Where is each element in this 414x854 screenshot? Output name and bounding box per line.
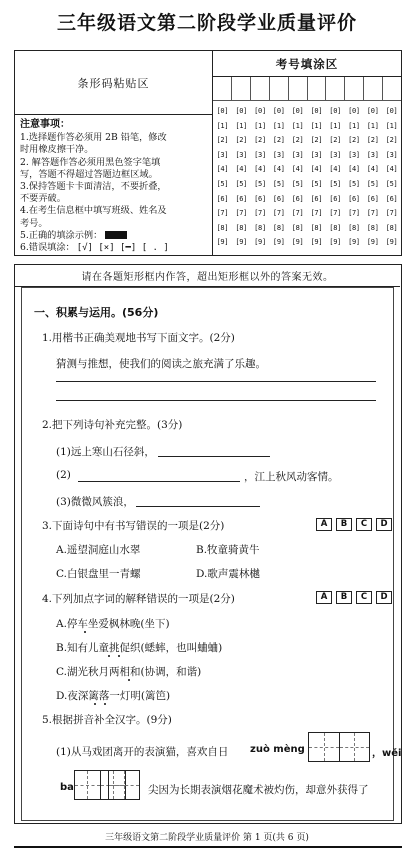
- emphasis-dot: [84, 631, 86, 633]
- exam-digit-bubble[interactable]: [9]: [291, 238, 304, 247]
- wrong-fill-example: [20, 242, 207, 254]
- exam-digit-bubble[interactable]: [3]: [385, 150, 398, 159]
- exam-digit-box[interactable]: [326, 77, 345, 100]
- exam-digit-bubble[interactable]: [5]: [329, 179, 342, 188]
- exam-digit-bubble[interactable]: [0]: [329, 107, 342, 115]
- exam-digit-box[interactable]: [383, 77, 401, 100]
- exam-digit-bubble[interactable]: [8]: [235, 223, 248, 232]
- exam-digit-bubble[interactable]: [9]: [385, 238, 398, 247]
- exam-digit-bubble[interactable]: [1]: [366, 121, 379, 130]
- notes-line: 考号。: [20, 217, 48, 229]
- exam-digit-bubble[interactable]: [6]: [310, 194, 323, 203]
- exam-digit-bubble[interactable]: [0]: [291, 107, 304, 115]
- notes-panel: [15, 115, 213, 256]
- exam-digit-bubble[interactable]: [8]: [348, 223, 360, 232]
- exam-digit-column: [326, 104, 345, 250]
- exam-digit-bubble[interactable]: [1]: [291, 121, 304, 130]
- exam-digit-box[interactable]: [232, 77, 251, 100]
- q2-line1: (1)远上寒山石径斜，: [56, 446, 155, 458]
- exam-digit-bubble[interactable]: [6]: [385, 194, 398, 203]
- exam-number-label: 考号填涂区: [213, 51, 401, 77]
- exam-digit-bubble[interactable]: [7]: [272, 209, 285, 218]
- exam-digit-column: [382, 104, 401, 250]
- q1-answer-line[interactable]: [56, 381, 376, 382]
- q3-option-d: D.歌声震林樾: [196, 568, 260, 580]
- exam-digit-bubble[interactable]: [1]: [272, 121, 285, 130]
- q4-option-a-box[interactable]: A: [316, 591, 332, 604]
- exam-digit-bubble[interactable]: [4]: [291, 165, 304, 174]
- exam-number-write-boxes: [213, 77, 401, 101]
- exam-digit-bubble[interactable]: [6]: [254, 194, 266, 203]
- exam-digit-bubble[interactable]: [7]: [235, 209, 248, 218]
- q3-option-c-box[interactable]: C: [356, 518, 372, 531]
- notes-line: 2. 解答题作答必须用黑色签字笔填: [20, 156, 161, 168]
- footer-rule: [14, 846, 402, 848]
- exam-digit-bubble[interactable]: [2]: [310, 136, 323, 145]
- q5-pinyin-3: ba: [60, 782, 74, 793]
- exam-digit-bubble[interactable]: [5]: [272, 179, 285, 188]
- q3-title: 3.下面诗句中有书写错误的一项是(2分): [42, 520, 225, 532]
- exam-digit-bubble[interactable]: [0]: [235, 107, 248, 115]
- exam-digit-box[interactable]: [213, 77, 232, 100]
- exam-digit-bubble[interactable]: [7]: [291, 209, 304, 218]
- exam-digit-bubble[interactable]: [2]: [254, 136, 266, 145]
- q4-option-c: C.湖光秋月两相和(协调，和谐): [56, 666, 202, 678]
- exam-digit-bubble[interactable]: [4]: [348, 165, 360, 174]
- exam-digit-box[interactable]: [251, 77, 270, 100]
- exam-digit-bubble[interactable]: [5]: [366, 179, 379, 188]
- exam-digit-bubble[interactable]: [0]: [310, 107, 323, 115]
- q3-option-d-box[interactable]: D: [376, 518, 392, 531]
- exam-digit-bubble[interactable]: [2]: [348, 136, 360, 145]
- notes-heading: 注意事项：: [20, 119, 70, 130]
- exam-digit-bubble[interactable]: [7]: [329, 209, 342, 218]
- q3-answer-boxes: [316, 518, 396, 531]
- q4-option-b: B.知有儿童挑促织(蟋蟀，也叫蛐蛐): [56, 642, 223, 654]
- exam-digit-bubble[interactable]: [9]: [235, 238, 248, 247]
- exam-digit-bubble[interactable]: [0]: [366, 107, 379, 115]
- exam-digit-bubble[interactable]: [6]: [216, 194, 229, 203]
- exam-digit-bubble[interactable]: [8]: [310, 223, 323, 232]
- exam-digit-bubble[interactable]: [0]: [348, 107, 360, 115]
- wrong-fill-marks: [√] [×] [━] [ . ]: [76, 243, 169, 254]
- filled-box-icon: [105, 231, 127, 239]
- emphasis-dot: [108, 655, 110, 657]
- exam-digit-column: [288, 104, 307, 250]
- q5-title: 5.根据拼音补全汉字。(9分): [42, 714, 172, 726]
- exam-digit-bubble[interactable]: [8]: [216, 223, 229, 232]
- exam-digit-column: [251, 104, 270, 250]
- emphasis-dot: [118, 655, 120, 657]
- exam-digit-bubble[interactable]: [5]: [291, 179, 304, 188]
- correct-fill-example: [20, 230, 207, 242]
- q2-blank-2[interactable]: [78, 481, 240, 482]
- exam-digit-bubble[interactable]: [9]: [366, 238, 379, 247]
- exam-digit-bubble[interactable]: [2]: [329, 136, 342, 145]
- exam-digit-bubble[interactable]: [3]: [272, 150, 285, 159]
- exam-digit-bubble[interactable]: [7]: [385, 209, 398, 218]
- exam-digit-bubble[interactable]: [4]: [310, 165, 323, 174]
- notes-line: 时用橡皮擦干净。: [20, 144, 94, 156]
- q4-title: 4.下列加点字词的解释错误的一项是(2分): [42, 593, 235, 605]
- exam-digit-bubble[interactable]: [9]: [310, 238, 323, 247]
- exam-digit-bubble[interactable]: [4]: [329, 165, 342, 174]
- notes-line: 1.选择题作答必须用 2B 铅笔，修改: [20, 132, 167, 144]
- exam-digit-bubble[interactable]: [6]: [291, 194, 304, 203]
- notes-line: 不要弄破。: [20, 193, 66, 205]
- exam-digit-bubble[interactable]: [2]: [272, 136, 285, 145]
- exam-digit-bubble[interactable]: [7]: [366, 209, 379, 218]
- exam-digit-bubble[interactable]: [9]: [254, 238, 266, 247]
- emphasis-dot: [104, 703, 106, 705]
- emphasis-dot: [128, 679, 130, 681]
- q5-text-2: 尖因为长期表演烟花魔术被灼伤，却意外获得了: [148, 784, 369, 796]
- q1-text: 猜测与推想，使我们的阅读之旅充满了乐趣。: [56, 358, 266, 370]
- exam-digit-bubble[interactable]: [4]: [254, 165, 266, 174]
- exam-digit-bubble[interactable]: [8]: [254, 223, 266, 232]
- exam-digit-bubble[interactable]: [2]: [385, 136, 398, 145]
- exam-digit-bubble[interactable]: [4]: [216, 165, 229, 174]
- exam-digit-bubble[interactable]: [1]: [310, 121, 323, 130]
- exam-digit-bubble[interactable]: [3]: [329, 150, 342, 159]
- notes-line: 3.保持答题卡卡面清洁，不要折叠，: [20, 181, 167, 193]
- q2-blank-3[interactable]: [136, 506, 260, 507]
- exam-digit-bubble[interactable]: [2]: [291, 136, 304, 145]
- wrong-fill-label: 6.错误填涂：: [20, 242, 75, 254]
- q2-line3: (3)微微风簇浪，: [56, 496, 134, 508]
- exam-digit-bubble[interactable]: [9]: [272, 238, 285, 247]
- exam-digit-bubble[interactable]: [5]: [348, 179, 360, 188]
- exam-digit-bubble[interactable]: [3]: [254, 150, 266, 159]
- emphasis-dot: [94, 703, 96, 705]
- exam-digit-bubble[interactable]: [9]: [329, 238, 342, 247]
- q3-option-a-box[interactable]: A: [316, 518, 332, 531]
- exam-digit-bubble[interactable]: [9]: [348, 238, 360, 247]
- exam-digit-bubble[interactable]: [1]: [235, 121, 248, 130]
- exam-digit-bubble[interactable]: [2]: [216, 136, 229, 145]
- exam-digit-bubble[interactable]: [3]: [310, 150, 323, 159]
- exam-digit-bubble[interactable]: [6]: [366, 194, 379, 203]
- q4-answer-boxes: [316, 591, 396, 604]
- exam-digit-bubble[interactable]: [6]: [348, 194, 360, 203]
- barcode-area: 条形码粘贴区: [15, 51, 213, 115]
- q2-line2-suffix: ，江上秋风动客情。: [244, 471, 339, 483]
- q4-option-d-box[interactable]: D: [376, 591, 392, 604]
- exam-digit-bubble[interactable]: [5]: [310, 179, 323, 188]
- exam-digit-column: [213, 104, 232, 250]
- q5-pinyin-2: ，wěi: [372, 748, 402, 759]
- exam-digit-column: [345, 104, 364, 250]
- q1-title: 1.用楷书正确美观地书写下面文字。(2分): [42, 332, 235, 344]
- exam-digit-bubble[interactable]: [3]: [366, 150, 379, 159]
- exam-digit-bubble[interactable]: [3]: [348, 150, 360, 159]
- q5-writing-grid-3[interactable]: [108, 770, 140, 800]
- exam-digit-bubble[interactable]: [8]: [366, 223, 379, 232]
- exam-digit-bubble[interactable]: [1]: [254, 121, 266, 130]
- instruction-text: 请在各题矩形框内作答，超出矩形框以外的答案无效。: [15, 265, 400, 287]
- exam-digit-bubble[interactable]: [1]: [348, 121, 360, 130]
- exam-digit-bubble[interactable]: [8]: [291, 223, 304, 232]
- exam-digit-bubble[interactable]: [9]: [216, 238, 229, 247]
- exam-digit-bubble[interactable]: [2]: [235, 136, 248, 145]
- exam-digit-bubble[interactable]: [8]: [329, 223, 342, 232]
- exam-digit-bubble[interactable]: [5]: [385, 179, 398, 188]
- exam-digit-bubble[interactable]: [7]: [216, 209, 229, 218]
- exam-digit-column: [307, 104, 326, 250]
- q2-line2-prefix: (2): [56, 469, 71, 481]
- exam-digit-bubble[interactable]: [8]: [272, 223, 285, 232]
- answer-area: [14, 264, 402, 824]
- q5-pinyin-1: zuò mèng: [250, 744, 305, 755]
- exam-digit-bubble[interactable]: [5]: [254, 179, 266, 188]
- exam-digit-bubble[interactable]: [6]: [272, 194, 285, 203]
- q1-answer-line[interactable]: [56, 400, 376, 401]
- q3-option-b-box[interactable]: B: [336, 518, 352, 531]
- section-title: 一、积累与运用。(56分): [34, 306, 159, 319]
- q4-option-d: D.夜深篱落一灯明(篱笆): [56, 690, 171, 702]
- q4-option-c-box[interactable]: C: [356, 591, 372, 604]
- exam-digit-bubble[interactable]: [4]: [366, 165, 379, 174]
- exam-digit-bubbles: [213, 101, 401, 250]
- exam-digit-bubble[interactable]: [1]: [329, 121, 342, 130]
- correct-fill-label: 5.正确的填涂示例：: [20, 229, 103, 241]
- exam-digit-bubble[interactable]: [3]: [216, 150, 229, 159]
- exam-digit-bubble[interactable]: [1]: [385, 121, 398, 130]
- exam-digit-bubble[interactable]: [7]: [310, 209, 323, 218]
- exam-digit-bubble[interactable]: [0]: [254, 107, 266, 115]
- exam-digit-bubble[interactable]: [6]: [329, 194, 342, 203]
- exam-digit-bubble[interactable]: [6]: [235, 194, 248, 203]
- notes-line: 写，答题不得超过答题边框区域。: [20, 168, 158, 180]
- exam-title: 三年级语文第二阶段学业质量评价: [56, 12, 357, 34]
- q2-blank-1[interactable]: [158, 456, 270, 457]
- exam-digit-bubble[interactable]: [0]: [385, 107, 398, 115]
- exam-digit-bubble[interactable]: [5]: [235, 179, 248, 188]
- q4-option-b-box[interactable]: B: [336, 591, 352, 604]
- exam-digit-box[interactable]: [289, 77, 308, 100]
- exam-digit-column: [363, 104, 382, 250]
- exam-digit-bubble[interactable]: [3]: [235, 150, 248, 159]
- exam-digit-bubble[interactable]: [5]: [216, 179, 229, 188]
- question-box: [21, 287, 402, 821]
- exam-digit-bubble[interactable]: [4]: [272, 165, 285, 174]
- exam-digit-bubble[interactable]: [7]: [254, 209, 266, 218]
- q2-title: 2.把下列诗句补充完整。(3分): [42, 419, 183, 431]
- q3-option-a: A.遥望洞庭山水翠: [56, 544, 141, 556]
- exam-digit-box[interactable]: [308, 77, 327, 100]
- exam-digit-box[interactable]: [345, 77, 364, 100]
- q3-option-b: B.牧童骑黄牛: [196, 544, 260, 556]
- exam-digit-column: [232, 104, 251, 250]
- notes-line: 4.在考生信息框中填写班级、姓名及: [20, 205, 167, 217]
- exam-digit-bubble[interactable]: [2]: [366, 136, 379, 145]
- exam-digit-bubble[interactable]: [1]: [216, 121, 229, 130]
- exam-digit-bubble[interactable]: [0]: [216, 107, 229, 115]
- exam-digit-bubble[interactable]: [0]: [272, 107, 285, 115]
- exam-digit-bubble[interactable]: [4]: [235, 165, 248, 174]
- exam-digit-box[interactable]: [364, 77, 383, 100]
- exam-digit-bubble[interactable]: [3]: [291, 150, 304, 159]
- exam-digit-bubble[interactable]: [7]: [348, 209, 360, 218]
- exam-digit-bubble[interactable]: [4]: [385, 165, 398, 174]
- q4-option-a: A.停车坐爱枫林晚(坐下): [56, 618, 170, 630]
- q5-text-1: (1)从马戏团离开的表演猫，喜欢自日: [56, 746, 229, 758]
- exam-digit-column: [269, 104, 288, 250]
- exam-number-area: [213, 51, 401, 255]
- q5-writing-grid-1[interactable]: [308, 732, 370, 762]
- page-footer: 三年级语文第二阶段学业质量评价 第 1 页(共 6 页): [105, 833, 309, 843]
- exam-digit-bubble[interactable]: [8]: [385, 223, 398, 232]
- answer-card-header: [14, 50, 402, 256]
- q3-option-c: C.白银盘里一青螺: [56, 568, 141, 580]
- exam-digit-box[interactable]: [270, 77, 289, 100]
